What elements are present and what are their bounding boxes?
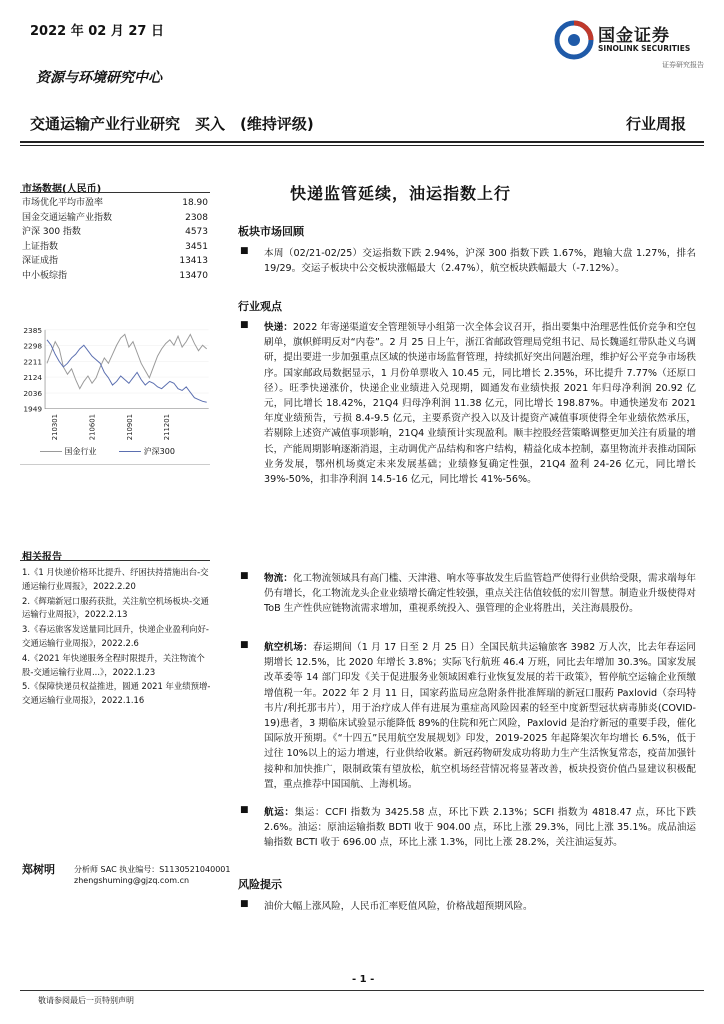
bullet-icon: ■ [240,899,249,909]
aviation-block [240,640,696,792]
market-label: 中小板综指 [22,270,68,281]
report-type: 行业周报 [625,115,686,133]
related-report-link[interactable]: 3.《春运旅客发送量同比回升，快递企业盈利向好-交通运输行业周报》，2022.2.6 [22,624,209,648]
analyst-license: 分析师 SAC 执业编号：S1130521040001 [74,865,231,874]
market-data-table [22,196,208,283]
research-center: 资源与环境研究中心 [36,70,162,86]
section-market-review: 板块市场回顾 [238,225,304,238]
market-value: 13413 [179,256,208,266]
bullet-icon: ■ [240,640,249,650]
logistics-text: 化工物流领域具有高门槛、天津港、响水等事故发生后监管趋严使得行业供给受限，需求端每年仍有增长，化工物流龙头企业业绩增长确定性较强，重点关注估值较低的宏川智慧。制造业升级使得对 ToB 生产性供应链物流需求增加，重视系统投入、强管理的企业将胜出，关注海晨股份。 [264,573,697,615]
market-value: 13470 [179,270,208,281]
legend-swatch-hs300 [119,451,141,452]
bullet-icon: ■ [240,571,249,581]
market-label: 市场优化平均市盈率 [22,198,104,208]
report-headline: 交通运输产业行业研究 买入 (维持评级) [30,115,314,133]
x-tick-label: 210601 [88,414,97,441]
market-value: 4573 [185,227,208,237]
market-value: 3451 [185,241,208,252]
bullet-icon: ■ [240,246,249,256]
market-value: 18.90 [182,198,208,208]
legend-swatch-industry [40,451,62,452]
market-row [22,254,208,269]
market-divider [20,192,210,193]
y-tick-label: 2385 [23,325,43,335]
section-industry-view: 行业观点 [238,300,282,313]
related-reports-title: 相关报告 [22,552,62,563]
y-tick-label: 2124 [23,373,43,383]
related-report-link[interactable]: 2.《辉瑞新冠口服药获批，关注航空机场板块-交通运输行业周报》，2022.2.13 [22,595,209,620]
footer-divider [20,990,704,991]
shipping-block [240,805,696,851]
related-divider [20,560,210,561]
market-review-block [240,246,696,276]
x-tick-label: 211201 [163,414,172,441]
y-tick-label: 2036 [23,388,43,398]
header-divider-thin [20,145,704,146]
related-reports-list [22,566,212,709]
logistics-block [240,571,696,617]
legend-label-industry: 国金行业 [64,447,97,456]
y-tick-label: 2298 [23,341,43,351]
report-title: 快递监管延续，油运指数上行 [290,184,512,203]
market-label: 沪深 300 指数 [22,227,81,237]
analyst-email[interactable]: zhengshuming@gjzq.com.cn [74,876,190,885]
section-risk: 风险提示 [238,878,282,891]
y-tick-label: 2211 [23,357,43,367]
risk-block [240,899,696,914]
y-tick-label: 1949 [23,404,43,414]
report-tag: 证券研究报告 [662,61,704,69]
shipping-text: 集运：CCFI 指数为 3425.58 点，环比下跌 2.13%；SCFI 指数为 4818.47 点，环比下跌 2.6%。油运：原油运输指数 BDTI 收于 904.00 点，环比上涨 29.3%，同比上涨 35.1%。成品油运输指数 BCTI 收于 696.00 点，环比上涨 1.3%，同比上涨 28.2%，关注油运复苏。 [264,807,696,849]
report-date: 2022 年 02 月 27 日 [30,24,164,39]
chart-legend [40,446,210,457]
market-review-text: 本周（02/21-02/25）交运指数下跌 2.94%，沪深 300 指数下跌 1.67%，跑输大盘 1.27%，排名 19/29。交运子板块中公交板块涨幅最大（2.47%），航空板块跌幅最大（-7.12%）。 [264,248,696,275]
risk-text: 油价大幅上涨风险，人民币汇率贬值风险，价格战超预期风险。 [264,901,533,912]
header-divider [20,141,704,143]
market-label: 国金交通运输产业指数 [22,212,113,223]
x-tick-label: 210901 [125,414,134,441]
market-value: 2308 [185,212,208,223]
logo-cn: 国金证券 [598,26,670,46]
bullet-icon: ■ [240,320,249,330]
market-label: 深证成指 [22,256,59,266]
page-number: - 1 - [352,974,375,985]
logo-mark-icon [554,20,594,60]
sinolink-logo [554,18,704,66]
express-block [240,320,696,487]
express-heading: 快递： [264,322,293,333]
index-line-chart [20,322,212,460]
related-report-link[interactable]: 4.《2021 年快递服务全程时限提升，关注物流个股-交通运输行业周...》，2022.1.23 [22,652,205,677]
analyst-card [22,861,231,885]
market-row [22,240,208,255]
x-tick-label: 210301 [50,414,59,441]
market-row [22,196,208,211]
aviation-heading: 航空机场： [264,642,313,653]
analyst-name: 郑树明 [22,863,55,876]
aviation-text: 春运期间（1 月 17 日至 2 月 25 日）全国民航共运输旅客 3982 万人次，比去年春运同期增长 12.5%，比 2020 年增长 3.8%；实际飞行航班 46.4 万班，同比去年增加 30.3%。国家发展改革委等 14 部门印发《关于促进服务业领域困难行业恢复发展的若干政策》，暂停航空运输企业预缴增值税一年。2022 年 2 月 11 日，国家药监局应急附条件批准辉瑞的新冠口服药 Paxlovid（奈玛特韦片/利托那韦片），用于治疗成人伴有进展为重症高风险因素的轻至中度新型冠状病毒肺炎(COVID-19)患者，3 期临床试验显示能降低 89%的住院和死亡风险，Paxlovid 是治疗新冠的重要手段，催化国际放开预期。《“十四五”民用航空发展规划》印发，2019-2025 年起降架次年均增长 6.5%，低于过往 10%以上的运力增速，行业供给收紧。新冠药物研发成功将助力生产生活恢复常态，疫苗加强针接种和加快推广，限制政策有望放松，航空机场经营情况将显著改善，板块投资价值凸显建议积极配置，重点推荐中国国航、上海机场。 [264,642,697,790]
express-text: 2022 年寄递渠道安全管理领导小组第一次全体会议召开，指出要集中治理恶性低价竞争和空包刷单，旗帜鲜明反对“内卷”。2 月 25 日上午，浙江省邮政管理局党组书记、局长魏遥红带队赴义乌调研，提出要进一步加强重点区域的快递市场监督管理，持续抓好突出问题治理，维护好公平竞争市场秩序。国家邮政局数据显示，1 月份单票收入 10.45 元，同比增长 2.35%，环比提升 7.77%（还原口径）。旺季快递涨价，快递企业业绩进入兑现期，圆通发布业绩快报 2021 年归母净利润 20.92 亿元，同比增长 18.42%，21Q4 归母净利润 11.38 亿元，同比增长 198.87%。申通快递发布 2021 年度业绩预告，亏损 8.4-9.5 亿元，主要系资产投入以及计提资产减值事项使得全年业绩依然承压，若剔除上述资产减值事项影响，21Q4 业绩预计实现盈利。顺丰控股经营策略调整更加关注有质量的增长，产能周期影响逐渐消退，主动调优产品结构和客户结构，精益化成本控制，嘉里物流并表推动国际业务发展，鄂州机场奠定未来发展基础；业绩修复确定性强，21Q4 盈利 24-26 亿元，同比增长 39%-50%，扣非净利润 14.5-16 亿元，同比增长 41%-56%。 [264,322,697,486]
market-row [22,225,208,240]
logo-en: SINOLINK SECURITIES [598,44,691,53]
logistics-heading: 物流： [264,573,293,584]
market-row [22,269,208,284]
bullet-icon: ■ [240,805,249,815]
related-report-link[interactable]: 5.《保障快递员权益推进，圆通 2021 年业绩预增-交通运输行业周报》，2022.1.16 [22,681,211,706]
shipping-heading: 航运： [264,807,295,818]
legend-label-hs300: 沪深300 [143,447,175,456]
chart-divider [20,464,210,465]
footer-disclaimer: 敬请参阅最后一页特别声明 [38,996,134,1005]
related-report-link[interactable]: 1.《1 月快递价格环比提升、纾困扶持措施出台-交通运输行业周报》，2022.2.20 [22,567,209,591]
market-row [22,211,208,226]
market-data-title: 市场数据(人民币) [22,184,102,195]
market-label: 上证指数 [22,241,59,252]
